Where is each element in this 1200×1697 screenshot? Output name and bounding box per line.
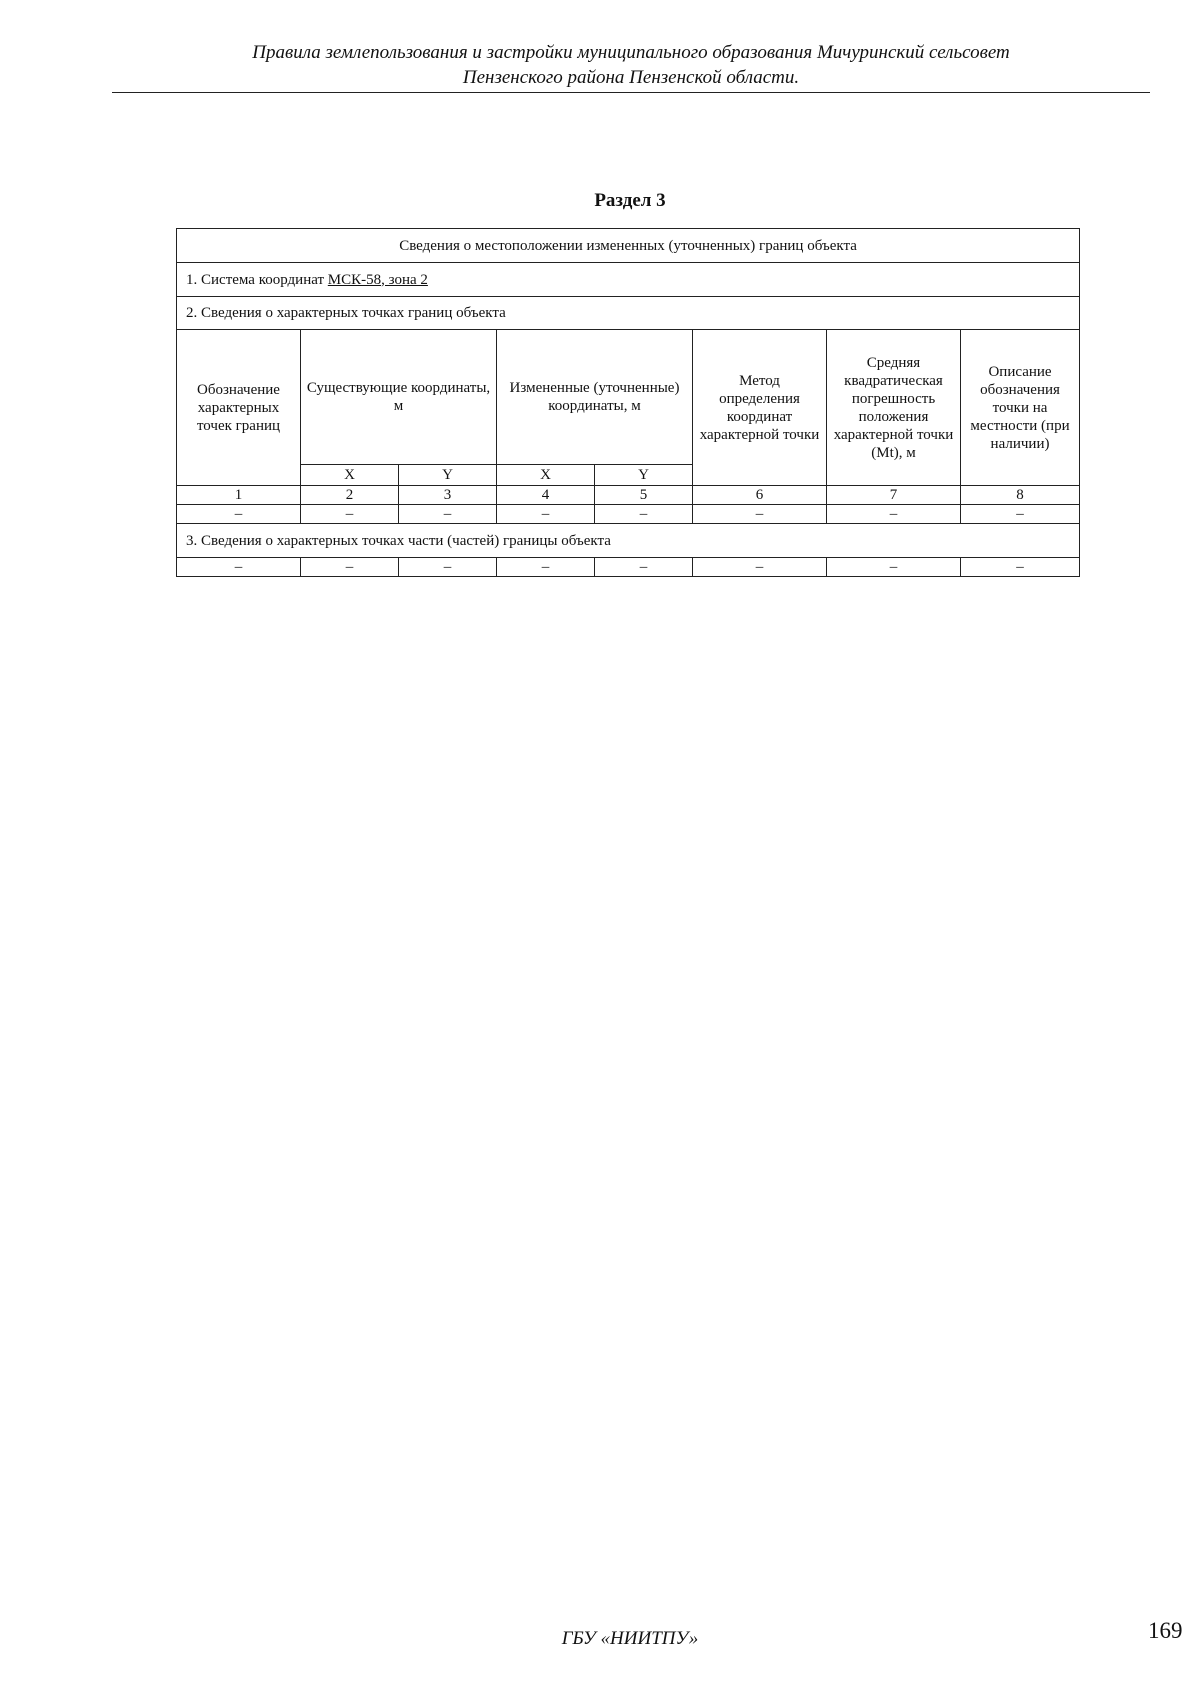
column-number: 5 — [595, 486, 693, 505]
coord-system-label: 1. Система координат — [186, 271, 328, 288]
column-number: 1 — [177, 486, 301, 505]
footer-organization: ГБУ «НИИТПУ» — [561, 1628, 699, 1649]
col-changed-header: Измененные (уточненные) координаты, м — [497, 330, 693, 465]
coord-system-cell — [177, 263, 1080, 297]
header-line-2: Пензенского района Пензенской области. — [462, 67, 800, 88]
table-cell: – — [961, 558, 1080, 577]
changed-x-header: X — [497, 465, 595, 486]
table-cell: – — [177, 558, 301, 577]
table-title: Сведения о местоположении измененных (уточненных) границ объекта — [177, 229, 1080, 263]
section-title: Раздел 3 — [594, 190, 666, 211]
boundary-table — [176, 228, 1080, 577]
column-number: 2 — [301, 486, 399, 505]
changed-y-header: Y — [595, 465, 693, 486]
column-number: 8 — [961, 486, 1080, 505]
column-number: 6 — [693, 486, 827, 505]
coord-system-row — [177, 263, 1080, 297]
header-line-1: Правила землепользования и застройки муниципального образования Мичуринский сельсовет — [252, 42, 1010, 63]
table-cell: – — [497, 558, 595, 577]
table-cell: – — [693, 558, 827, 577]
existing-x-header: X — [301, 465, 399, 486]
table-cell: – — [177, 505, 301, 524]
table-cell: – — [301, 505, 399, 524]
col-existing-header: Существующие координаты, м — [301, 330, 497, 465]
table-cell: – — [595, 505, 693, 524]
table-row — [177, 505, 1080, 524]
table-row — [177, 558, 1080, 577]
table-cell: – — [301, 558, 399, 577]
page-number: 169 — [1148, 1618, 1183, 1643]
running-header — [112, 40, 1150, 93]
table-cell: – — [827, 505, 961, 524]
table-title-row — [177, 229, 1080, 263]
coord-system-value: МСК-58, зона 2 — [327, 271, 428, 288]
col-description-header: Описание обозначения точки на местности (при наличии) — [961, 330, 1080, 486]
column-header-row — [177, 330, 1080, 465]
part-heading-row — [177, 524, 1080, 558]
column-number: 4 — [497, 486, 595, 505]
col-designation-header: Обозначение характерных точек границ — [177, 330, 301, 486]
table-cell: – — [497, 505, 595, 524]
points-heading-row — [177, 297, 1080, 330]
table-cell: – — [399, 505, 497, 524]
table-cell: – — [595, 558, 693, 577]
column-number: 3 — [399, 486, 497, 505]
col-error-header: Средняя квадратическая погрешность положения характерной точки (Mt), м — [827, 330, 961, 486]
table-cell: – — [827, 558, 961, 577]
existing-y-header: Y — [399, 465, 497, 486]
table-cell: – — [693, 505, 827, 524]
column-number-row — [177, 486, 1080, 505]
table-cell: – — [399, 558, 497, 577]
part-heading: 3. Сведения о характерных точках части (частей) границы объекта — [177, 524, 1080, 558]
points-heading: 2. Сведения о характерных точках границ объекта — [177, 297, 1080, 330]
column-number: 7 — [827, 486, 961, 505]
col-method-header: Метод определения координат характерной точки — [693, 330, 827, 486]
table-cell: – — [961, 505, 1080, 524]
